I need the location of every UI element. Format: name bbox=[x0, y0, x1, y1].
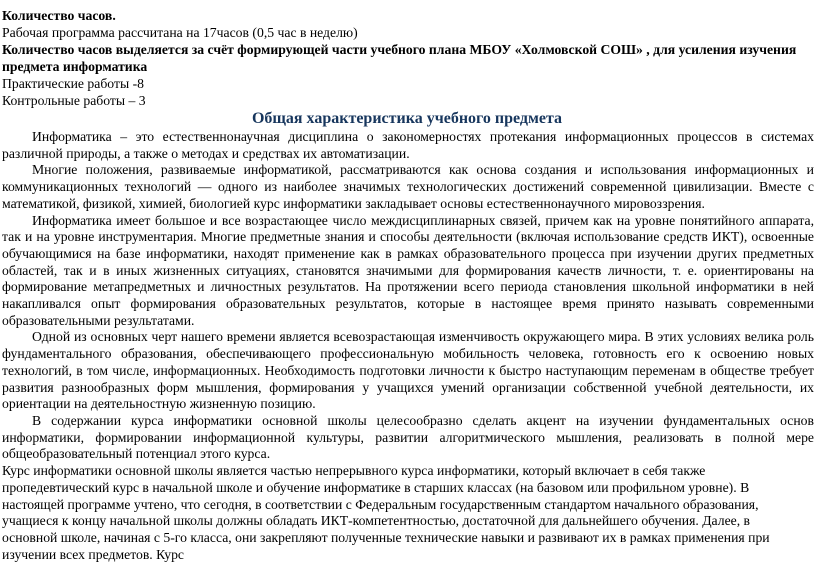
paragraph-3: Информатика имеет большое и все возрастающее число междисциплинарных связей, причем как на уровне понятийного аппарата, так и на уровне инструментария. Многие предметные знания и способы деятельности (включая использование средств ИКТ), освоенные обучающимися на базе информатики, находят применение как в рамках образовательного процесса при изучении других предметных областей, так и в иных жизненных ситуациях, становятся значимыми для формирования качеств личности, т. е. ориентированы на формирование метапредметных и личностных результатов. На протяжении всего периода становления школьной информатики в ней накапливался опыт формирования образовательных результатов, которые в настоящее время принято называть современными образовательными результатами. bbox=[2, 212, 814, 328]
hours-line: Рабочая программа рассчитана на 17часов (0,5 час в неделю) bbox=[2, 25, 358, 40]
hours-bold-note: Количество часов выделяется за счёт формирующей части учебного плана МБОУ «Холмовской СОШ» , для усиления изучения предмета информатика bbox=[2, 42, 797, 74]
paragraph-1: Информатика – это естественнонаучная дисциплина о закономерностях протекания информационных процессов в системах различной природы, а также о методах и средствах их автоматизации. bbox=[2, 129, 814, 161]
paragraph-2: Многие положения, развиваемые информатикой, рассматриваются как основа создания и использования информационных и коммуникационных технологий — одного из наиболее значимых технологических достижений современной цивилизации. Вместе с математикой, физикой, химией, биологией курс информатики закладывает основы естественнонаучного мировоззрения. bbox=[2, 162, 814, 211]
section-title: Общая характеристика учебного предмета bbox=[251, 110, 563, 127]
paragraph-4: Одной из основных черт нашего времени является всевозрастающая изменчивость окружающего мира. В этих условиях велика роль фундаментального образования, обеспечивающего профессиональную мобильность человека, готовность его к освоению новых технологий, в том числе, информационных. Необходимость подготовки личности к быстро наступающим переменам в обществе требует развития разнообразных форм мышления, формирования у учащихся умений организации собственной учебной деятельности, их ориентации на деятельностную жизненную позицию. bbox=[2, 329, 814, 412]
control-works: Контрольные работы – 3 bbox=[2, 93, 146, 108]
hours-heading: Количество часов. bbox=[2, 8, 116, 23]
paragraph-final: Курс информатики основной школы является частью непрерывного курса информатики, который включает в себя также пропедевтический курс в начальной школе и обучение информатике в старших классах (на базовом или профильном уровне). В настоящей программе учтено, что сегодня, в соответствии с Федеральным государственным стандартом начального образования, учащиеся к концу начальной школы должны обладать ИКТ-компетентностью, достаточной для дальнейшего обучения. Далее, в основной школе, начиная с 5-го класса, они закрепляют полученные технические навыки и развивают их в рамках применения при изучении всех предметов. Курс bbox=[2, 463, 770, 563]
practical-works: Практические работы -8 bbox=[2, 76, 144, 91]
paragraph-5: В содержании курса информатики основной школы целесообразно сделать акцент на изучении фундаментальных основ информатики, формировании информационной культуры, развитии алгоритмического мышления, реализовать в полной мере общеобразовательный потенциал этого курса. bbox=[2, 412, 814, 462]
